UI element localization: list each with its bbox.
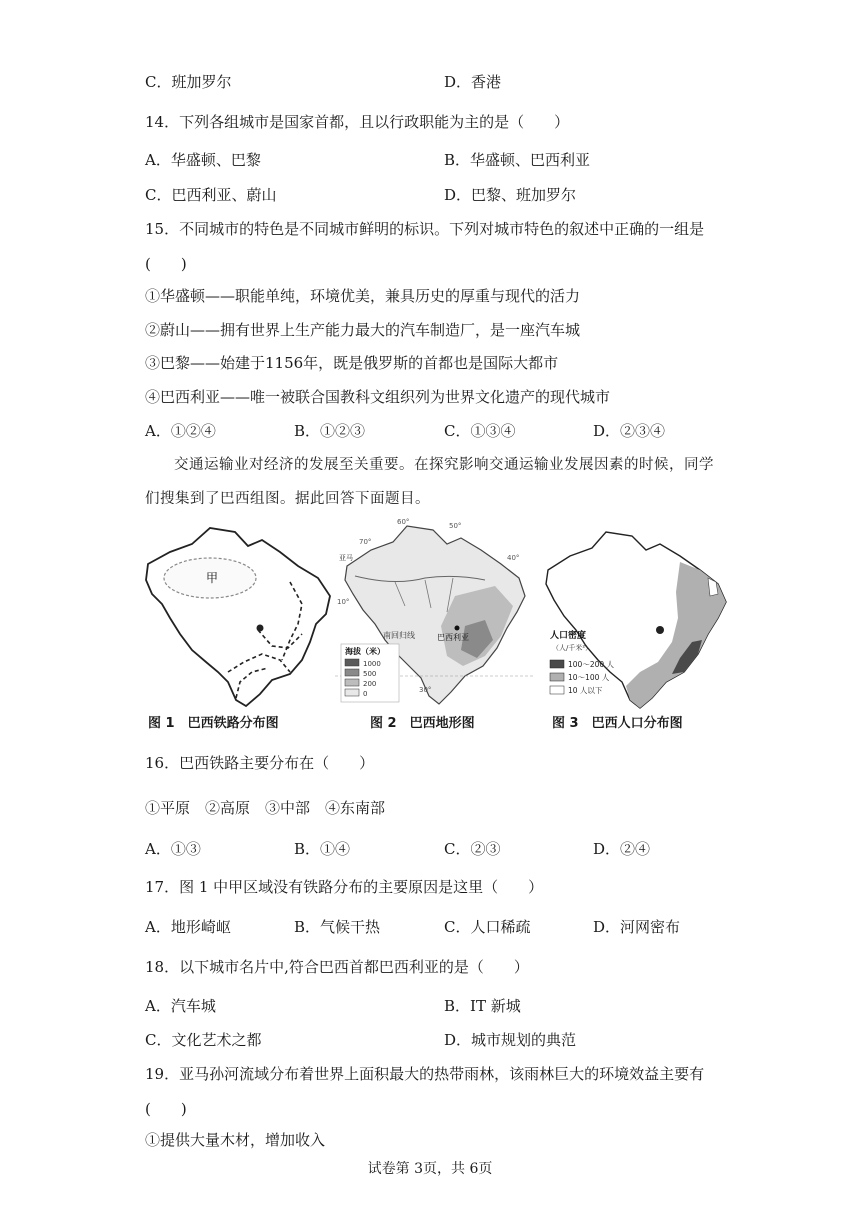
q18-option-d: D．城市规划的典范 bbox=[444, 1031, 577, 1049]
figure-1-railway-map bbox=[140, 522, 340, 732]
q14-option-b: B．华盛顿、巴西利亚 bbox=[444, 151, 591, 169]
q16-items: ①平原 ②高原 ③中部 ④东南部 bbox=[145, 799, 386, 817]
terrain-legend-4: 0 bbox=[363, 690, 368, 698]
terrain-swatch-1 bbox=[345, 659, 359, 666]
q17-option-c: C．人口稀疏 bbox=[444, 918, 531, 936]
coord-60: 60° bbox=[397, 518, 410, 526]
figure-1-caption: 图 1 巴西铁路分布图 bbox=[148, 716, 279, 731]
intro-line-1: 交通运输业对经济的发展至关重要。在探究影响交通运输业发展因素的时候，同学 bbox=[174, 457, 714, 473]
q17-option-b: B．气候干热 bbox=[294, 918, 381, 936]
coord-70: 70° bbox=[359, 538, 372, 546]
terrain-swatch-3 bbox=[345, 679, 359, 686]
q14-stem: 14．下列各组城市是国家首都，且以行政职能为主的是（ ） bbox=[145, 113, 570, 131]
q15-option-a: A．①②④ bbox=[145, 422, 216, 440]
q15-option-b: B．①②③ bbox=[294, 422, 366, 440]
q17-stem: 17．图 1 中甲区域没有铁路分布的主要原因是这里（ ） bbox=[145, 878, 544, 896]
amazon-label: 亚马 bbox=[339, 554, 353, 562]
pop-legend-unit: （人/千米²） bbox=[552, 644, 593, 652]
brasilia-dot-pop bbox=[656, 626, 664, 634]
q13-option-d: D．香港 bbox=[444, 73, 502, 91]
terrain-swatch-4 bbox=[345, 689, 359, 696]
pop-legend-title: 人口密度 bbox=[550, 631, 587, 641]
q14-option-c: C．巴西利亚、蔚山 bbox=[145, 186, 277, 204]
q15-option-c: C．①③④ bbox=[444, 422, 516, 440]
q16-option-c: C．②③ bbox=[444, 840, 501, 858]
q19-paren: ( ) bbox=[145, 1100, 187, 1118]
q18-option-b: B．IT 新城 bbox=[444, 997, 521, 1015]
q14-option-a: A．华盛顿、巴黎 bbox=[145, 151, 261, 169]
coord-50: 50° bbox=[449, 522, 462, 530]
figure-3-caption: 图 3 巴西人口分布图 bbox=[552, 716, 683, 731]
q15-option-d: D．②③④ bbox=[593, 422, 666, 440]
brazil-outline bbox=[146, 528, 330, 706]
q18-stem: 18．以下城市名片中,符合巴西首都巴西利亚的是（ ） bbox=[145, 958, 529, 976]
pop-swatch-high bbox=[550, 660, 564, 668]
terrain-legend-2: 500 bbox=[363, 670, 377, 678]
q16-option-a: A．①③ bbox=[145, 840, 201, 858]
capital-dot bbox=[257, 625, 264, 632]
q17-option-a: A．地形崎岖 bbox=[145, 918, 231, 936]
pop-swatch-low bbox=[550, 686, 564, 694]
coord-40: 40° bbox=[507, 554, 520, 562]
q17-option-d: D．河网密布 bbox=[593, 918, 681, 936]
q15-item-3: ③巴黎——始建于1156年，既是俄罗斯的首都也是国际大都市 bbox=[145, 354, 559, 372]
tropic-label: 南回归线 bbox=[383, 631, 415, 640]
q16-stem: 16．巴西铁路主要分布在（ ） bbox=[145, 754, 375, 772]
q15-item-4: ④巴西利亚——唯一被联合国教科文组织列为世界文化遗产的现代城市 bbox=[145, 388, 611, 406]
terrain-legend-3: 200 bbox=[363, 680, 377, 688]
page-footer: 试卷第 3页，共 6页 bbox=[367, 1161, 493, 1177]
figure-3-population-map bbox=[540, 522, 735, 717]
pop-legend-medium: 10～100 人 bbox=[568, 673, 610, 682]
pop-swatch-medium bbox=[550, 673, 564, 681]
q16-option-d: D．②④ bbox=[593, 840, 651, 858]
q13-option-c: C．班加罗尔 bbox=[145, 73, 232, 91]
coord-30: 30° bbox=[419, 686, 432, 694]
q15-item-1: ①华盛顿——职能单纯，环境优美，兼具历史的厚重与现代的活力 bbox=[145, 287, 581, 305]
terrain-swatch-2 bbox=[345, 669, 359, 676]
q18-option-a: A．汽车城 bbox=[145, 997, 216, 1015]
region-jia-label: 甲 bbox=[206, 571, 219, 585]
brasilia-label: 巴西利亚 bbox=[437, 633, 469, 642]
intro-line-2: 们搜集到了巴西组图。据此回答下面题目。 bbox=[145, 491, 430, 507]
q14-option-d: D．巴黎、班加罗尔 bbox=[444, 186, 577, 204]
q16-option-b: B．①④ bbox=[294, 840, 351, 858]
pop-legend-high: 100～200 人 bbox=[568, 660, 615, 669]
brasilia-dot bbox=[455, 626, 460, 631]
q18-option-c: C．文化艺术之都 bbox=[145, 1031, 262, 1049]
pop-zone-low-island bbox=[708, 578, 718, 596]
q15-item-2: ②蔚山——拥有世界上生产能力最大的汽车制造厂，是一座汽车城 bbox=[145, 321, 581, 339]
q15-stem: 15．不同城市的特色是不同城市鲜明的标识。下列对城市特色的叙述中正确的一组是 bbox=[145, 220, 705, 238]
q15-paren: ( ) bbox=[145, 255, 187, 273]
q19-item-1: ①提供大量木材，增加收入 bbox=[145, 1131, 326, 1149]
terrain-legend-1: 1000 bbox=[363, 660, 381, 668]
q19-stem: 19．亚马孙河流域分布着世界上面积最大的热带雨林，该雨林巨大的环境效益主要有 bbox=[145, 1065, 705, 1083]
coord-10: 10° bbox=[337, 598, 350, 606]
pop-legend-low: 10 人以下 bbox=[568, 686, 603, 695]
terrain-legend-title: 海拔（米） bbox=[345, 647, 385, 656]
figure-2-terrain-map bbox=[335, 516, 535, 716]
figure-2-caption: 图 2 巴西地形图 bbox=[370, 716, 475, 731]
